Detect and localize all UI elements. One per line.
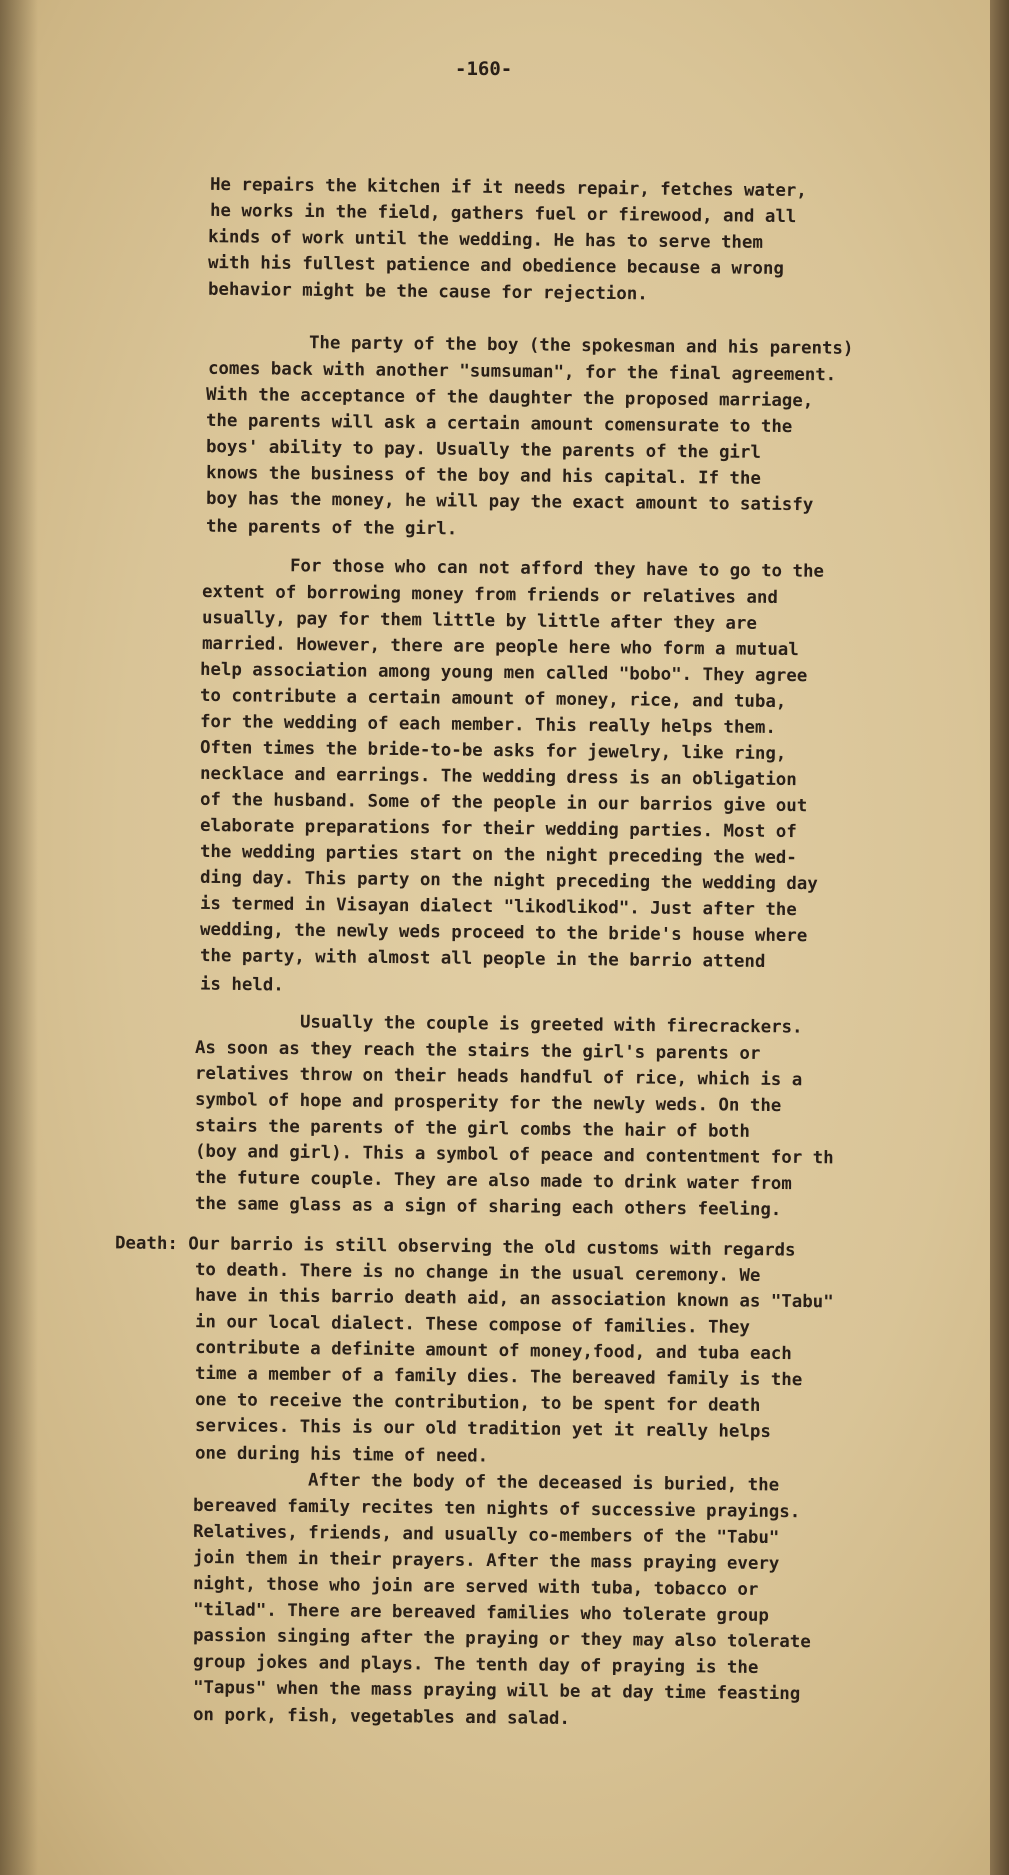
text-line: knows the business of the boy and his capital. If the xyxy=(205,463,762,489)
text-line: is held. xyxy=(199,974,284,996)
text-line: time a member of a family dies. The bereaved family is the xyxy=(194,1363,803,1391)
text-line: have in this barrio death aid, an association known as "Tabu" xyxy=(194,1285,834,1313)
text-line: Usually the couple is greeted with firecrackers. xyxy=(299,1012,803,1038)
text-line: He repairs the kitchen if it needs repair, fetches water, xyxy=(209,174,807,202)
text-line: to death. There is no change in the usual ceremony. We xyxy=(194,1260,761,1286)
text-line: contribute a definite amount of money,food, and tuba each xyxy=(194,1337,792,1365)
text-line: comes back with another "sumsuman", for the final agreement. xyxy=(207,358,837,386)
text-line: the wedding parties start on the night preceding the wed- xyxy=(199,841,797,869)
text-line: "tilad". There are bereaved families who tolerate group xyxy=(192,1599,769,1627)
page-edge xyxy=(990,0,1009,1875)
text-line: on pork, fish, vegetables and salad. xyxy=(192,1705,571,1729)
text-line: usually, pay for them little by little after they are xyxy=(201,608,758,634)
text-line: The party of the boy (the spokesman and his parents) xyxy=(308,333,854,359)
text-line: to contribute a certain amount of money, rice, and tuba, xyxy=(199,685,787,713)
text-line: kinds of work until the wedding. He has to serve them xyxy=(207,227,764,253)
text-line: "Tapus" when the mass praying will be at day time feasting xyxy=(192,1677,801,1705)
text-line: the party, with almost all people in the barrio attend xyxy=(199,946,766,972)
text-line: ding day. This party on the night preceding the wedding day xyxy=(199,867,818,895)
text-line: boy has the money, he will pay the exact amount to satisfy xyxy=(205,488,814,516)
text-line: elaborate preparations for their wedding parties. Most of xyxy=(199,815,797,843)
text-line: (boy and girl). This a symbol of peace and contentment for th xyxy=(194,1141,834,1169)
text-line: in our local dialect. These compose of families. They xyxy=(194,1312,751,1338)
text-line: With the acceptance of the daughter the proposed marriage, xyxy=(205,384,814,412)
text-line: passion singing after the praying or they may also tolerate xyxy=(192,1625,811,1653)
text-line: services. This is our old tradition yet it really helps xyxy=(194,1415,771,1443)
text-line: the future couple. They are also made to drink water from xyxy=(194,1167,792,1195)
text-line: necklace and earrings. The wedding dress is an obligation xyxy=(199,763,797,791)
text-line: Relatives, friends, and usually co-members of the "Tabu" xyxy=(192,1521,780,1549)
text-line: wedding, the newly weds proceed to the bride's house where xyxy=(199,919,808,947)
text-line: for the wedding of each member. This really helps them. xyxy=(199,711,776,739)
page-number: -160- xyxy=(455,58,513,80)
text-line: Often times the bride-to-be asks for jewelry, like ring, xyxy=(199,737,787,765)
text-line: group jokes and plays. The tenth day of praying is the xyxy=(192,1652,759,1678)
text-line: relatives throw on their heads handful of rice, which is a xyxy=(194,1063,803,1091)
text-line: stairs the parents of the girl combs the hair of both xyxy=(194,1116,751,1142)
text-line: married. However, there are people here who form a mutual xyxy=(201,633,799,661)
text-line: Death: Our barrio is still observing the old customs with regards xyxy=(114,1233,796,1261)
text-line: night, those who join are served with tuba, tobacco or xyxy=(192,1574,759,1600)
text-line: the same glass as a sign of sharing each others feeling. xyxy=(194,1193,782,1221)
text-line: As soon as they reach the stairs the girl's parents or xyxy=(194,1038,761,1064)
text-line: one during his time of need. xyxy=(194,1443,489,1467)
text-line: one to receive the contribution, to be spent for death xyxy=(194,1390,761,1416)
text-line: with his fullest patience and obedience because a wrong xyxy=(207,252,784,280)
text-line: extent of borrowing money from friends or relatives and xyxy=(201,581,778,609)
text-line: the parents of the girl. xyxy=(205,516,458,540)
text-line: join them in their prayers. After the mass praying every xyxy=(192,1547,780,1575)
text-line: the parents will ask a certain amount comensurate to the xyxy=(205,410,793,438)
text-line: For those who can not afford they have to go to the xyxy=(289,556,825,582)
text-line: symbol of hope and prosperity for the newly weds. On the xyxy=(194,1089,782,1117)
text-line: boys' ability to pay. Usually the parents of the girl xyxy=(205,437,762,463)
text-line: he works in the field, gathers fuel or firewood, and all xyxy=(209,200,797,228)
text-line: is termed in Visayan dialect "likodlikod". Just after the xyxy=(199,893,797,921)
text-line: behavior might be the cause for rejection. xyxy=(207,279,648,305)
text-line: help association among young men called "bobo". They agree xyxy=(199,659,808,687)
text-line: of the husband. Some of the people in our barrios give out xyxy=(199,789,808,817)
text-line: After the body of the deceased is buried, the xyxy=(307,1470,780,1496)
text-line: bereaved family recites ten nights of successive prayings. xyxy=(192,1495,801,1523)
